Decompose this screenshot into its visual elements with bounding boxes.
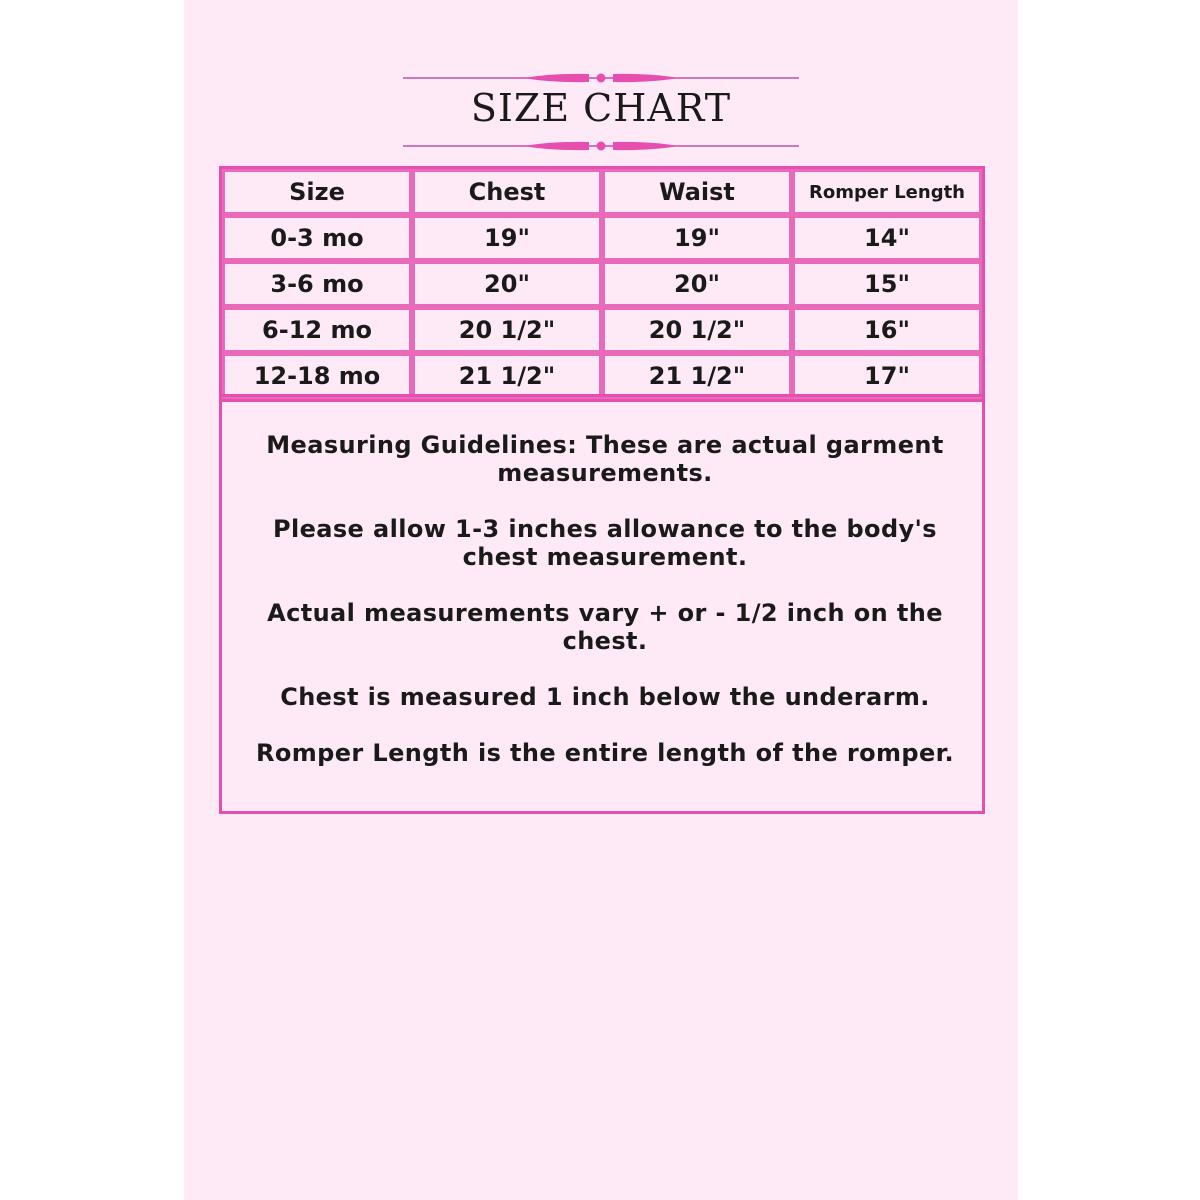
- table-cell: 16": [792, 307, 982, 353]
- table-cell: 20 1/2": [412, 307, 602, 353]
- table-cell: 19": [602, 215, 792, 261]
- table-header-row: [222, 169, 982, 215]
- column-header-waist: Waist: [602, 169, 792, 215]
- table-cell: 6-12 mo: [222, 307, 412, 353]
- table-cell: 20 1/2": [602, 307, 792, 353]
- table-cell: 15": [792, 261, 982, 307]
- title-block: [403, 66, 799, 158]
- size-table: [219, 166, 985, 402]
- table-row: [222, 215, 982, 261]
- column-header-romper-length: Romper Length: [792, 169, 982, 215]
- table-row: [222, 307, 982, 353]
- table-cell: 21 1/2": [602, 353, 792, 399]
- table-cell: 12-18 mo: [222, 353, 412, 399]
- table-cell: 0-3 mo: [222, 215, 412, 261]
- ornament-divider-icon: [403, 136, 799, 156]
- measuring-guidelines-box: [219, 394, 985, 814]
- table-row: [222, 261, 982, 307]
- guideline-text: Actual measurements vary + or - 1/2 inch on the chest.: [267, 599, 943, 655]
- table-cell: 3-6 mo: [222, 261, 412, 307]
- page-title: SIZE CHART: [470, 86, 732, 130]
- table-cell: 19": [412, 215, 602, 261]
- table-cell: 14": [792, 215, 982, 261]
- table-cell: 21 1/2": [412, 353, 602, 399]
- table-cell: 17": [792, 353, 982, 399]
- guideline-text: Romper Length is the entire length of the romper.: [255, 739, 955, 767]
- table-cell: 20": [602, 261, 792, 307]
- guideline-text: Chest is measured 1 inch below the underarm.: [280, 683, 930, 711]
- guideline-text: Please allow 1-3 inches allowance to the body's chest measurement.: [272, 515, 937, 571]
- column-header-size: Size: [222, 169, 412, 215]
- guideline-text: Measuring Guidelines: These are actual garment measurements.: [266, 431, 944, 487]
- column-header-chest: Chest: [412, 169, 602, 215]
- table-row: [222, 353, 982, 399]
- table-cell: 20": [412, 261, 602, 307]
